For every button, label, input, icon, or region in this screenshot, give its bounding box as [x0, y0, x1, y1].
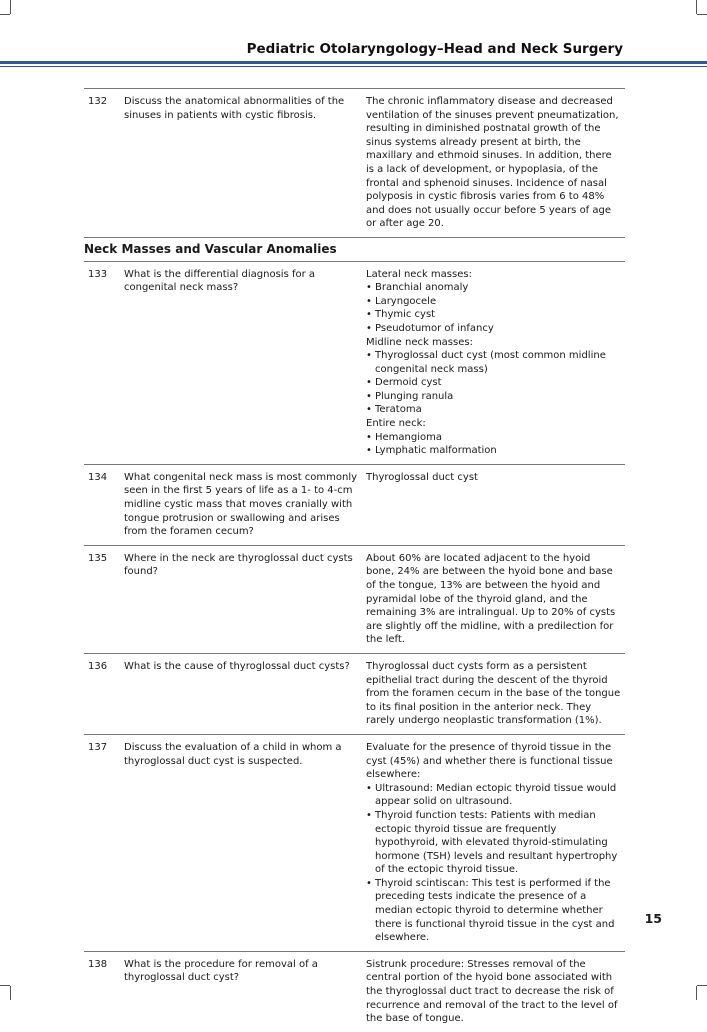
- list-item: • Teratoma: [366, 403, 621, 417]
- crop-mark-bottom-right-h: [697, 985, 707, 986]
- qa-row-138: [84, 952, 625, 1032]
- list-item: • Dermoid cyst: [366, 376, 621, 390]
- list-item: • Hemangioma: [366, 431, 621, 445]
- crop-mark-top-right-h: [697, 14, 707, 15]
- list-item: • Thyroid function tests: Patients with median ectopic thyroid tissue are frequently hypothyroid, with elevated thyroid-stimulating hormone (TSH) levels and resultant hypertrophy of the ectopic thyroid tissue.: [366, 809, 621, 877]
- qa-table: [84, 88, 625, 1032]
- qa-row-137: [84, 735, 625, 952]
- running-header-title: Pediatric Otolaryngology–Head and Neck Surgery: [246, 41, 623, 57]
- evaluation-list: [366, 782, 621, 945]
- answer-subheading: Lateral neck masses:: [366, 268, 472, 280]
- section-heading: Neck Masses and Vascular Anomalies: [84, 238, 625, 262]
- qa-row-136: [84, 654, 625, 735]
- page-number: 15: [644, 911, 662, 926]
- qa-row-132: [84, 88, 625, 238]
- answer-subheading: Entire neck:: [366, 418, 426, 430]
- crop-mark-bottom-right-v: [696, 986, 697, 1000]
- answer-paragraph: Thyroglossal duct cysts form as a persistent epithelial tract during the descent of the thyroid from the foramen cecum in the base of the tongue to its final position in the anterior neck. They rarely undergo neoplastic transformation (1%).: [366, 660, 621, 727]
- qa-row-135: [84, 546, 625, 654]
- question-text: What is the differential diagnosis for a congenital neck mass?: [124, 268, 316, 294]
- answer-text: [366, 471, 625, 539]
- list-item: • Laryngocele: [366, 295, 621, 309]
- list-item: • Thymic cyst: [366, 308, 621, 322]
- crop-mark-top-left-v: [10, 0, 11, 14]
- list-item: • Lymphatic malformation: [366, 444, 621, 458]
- question-text: What is the cause of thyroglossal duct cysts?: [124, 660, 350, 672]
- answer-text: [366, 958, 625, 1026]
- crop-mark-top-left-h: [0, 14, 10, 15]
- question-text: Discuss the anatomical abnormalities of the sinuses in patients with cystic fibrosis.: [124, 96, 345, 121]
- answer-paragraph: Evaluate for the presence of thyroid tissue in the cyst (45%) and whether there is functional tissue elsewhere:: [366, 741, 613, 781]
- header-rule: [0, 61, 707, 64]
- list-item: • Branchial anomaly: [366, 281, 621, 295]
- answer-text: [366, 660, 625, 728]
- lateral-list: [366, 281, 621, 335]
- list-item: • Thyroglossal duct cyst (most common midline congenital neck mass): [366, 349, 621, 376]
- entire-list: [366, 431, 621, 458]
- header-rule-thin: [0, 66, 707, 67]
- answer-paragraph: Thyroglossal duct cyst: [366, 471, 478, 483]
- midline-list: [366, 349, 621, 417]
- answer-paragraph: About 60% are located adjacent to the hyoid bone, 24% are between the hyoid bone and base of the tongue, 13% are between the hyoid and pyramidal lobe of the thyroid gland, and the remaining 3% are intralingual. Up to 20% of cysts are slightly off the midline, with a predilection for the left.: [366, 552, 616, 646]
- answer-text: [366, 552, 625, 647]
- answer-text: [366, 741, 625, 945]
- answer-paragraph: Sistrunk procedure: Stresses removal of the central portion of the hyoid bone associated with the thyroglossal duct tract to decrease the risk of recurrence and removal of the tract to the level of the base of tongue.: [366, 958, 618, 1025]
- qa-row-133: [84, 262, 625, 465]
- list-item: • Pseudotumor of infancy: [366, 322, 621, 336]
- question-number: 134: [88, 471, 108, 483]
- answer-subheading: Midline neck masses:: [366, 336, 473, 348]
- question-number: 135: [88, 552, 108, 564]
- answer-text: [366, 95, 625, 231]
- list-item: • Plunging ranula: [366, 390, 621, 404]
- answer-text: [366, 268, 625, 458]
- question-number: 132: [88, 96, 108, 107]
- crop-mark-bottom-left-v: [10, 986, 11, 1000]
- question-text: What is the procedure for removal of a thyroglossal duct cyst?: [124, 958, 318, 984]
- list-item: • Thyroid scintiscan: This test is performed if the preceding tests indicate the presence of a median ectopic thyroid to determine whether there is functional thyroid tissue in the cyst and elsewhere.: [366, 877, 621, 945]
- crop-mark-top-right-v: [696, 0, 697, 14]
- question-text: What congenital neck mass is most commonly seen in the first 5 years of life as a 1- to 4-cm midline cystic mass that moves cranially with tongue protrusion or swallowing and arises from the foramen cecum?: [124, 471, 358, 538]
- list-item: • Ultrasound: Median ectopic thyroid tissue would appear solid on ultrasound.: [366, 782, 621, 809]
- crop-mark-bottom-left-h: [0, 985, 10, 986]
- question-number: 136: [88, 660, 108, 672]
- question-text: Discuss the evaluation of a child in whom a thyroglossal duct cyst is suspected.: [124, 741, 342, 767]
- question-number: 133: [88, 268, 108, 280]
- question-number: 137: [88, 741, 108, 753]
- qa-row-134: [84, 465, 625, 546]
- question-text: Where in the neck are thyroglossal duct cysts found?: [124, 552, 353, 578]
- answer-paragraph: The chronic inflammatory disease and decreased ventilation of the sinuses prevent pneumatization, resulting in diminished postnatal growth of the sinus systems already present at birth, the maxillary and ethmoid sinuses. In addition, there is a lack of development, or hypoplasia, of the frontal and sphenoid sinuses. Incidence of nasal polyposis in cystic fibrosis varies from 6 to 48% and does not usually occur before 5 years of age or after age 20.: [366, 96, 619, 230]
- question-number: 138: [88, 958, 108, 970]
